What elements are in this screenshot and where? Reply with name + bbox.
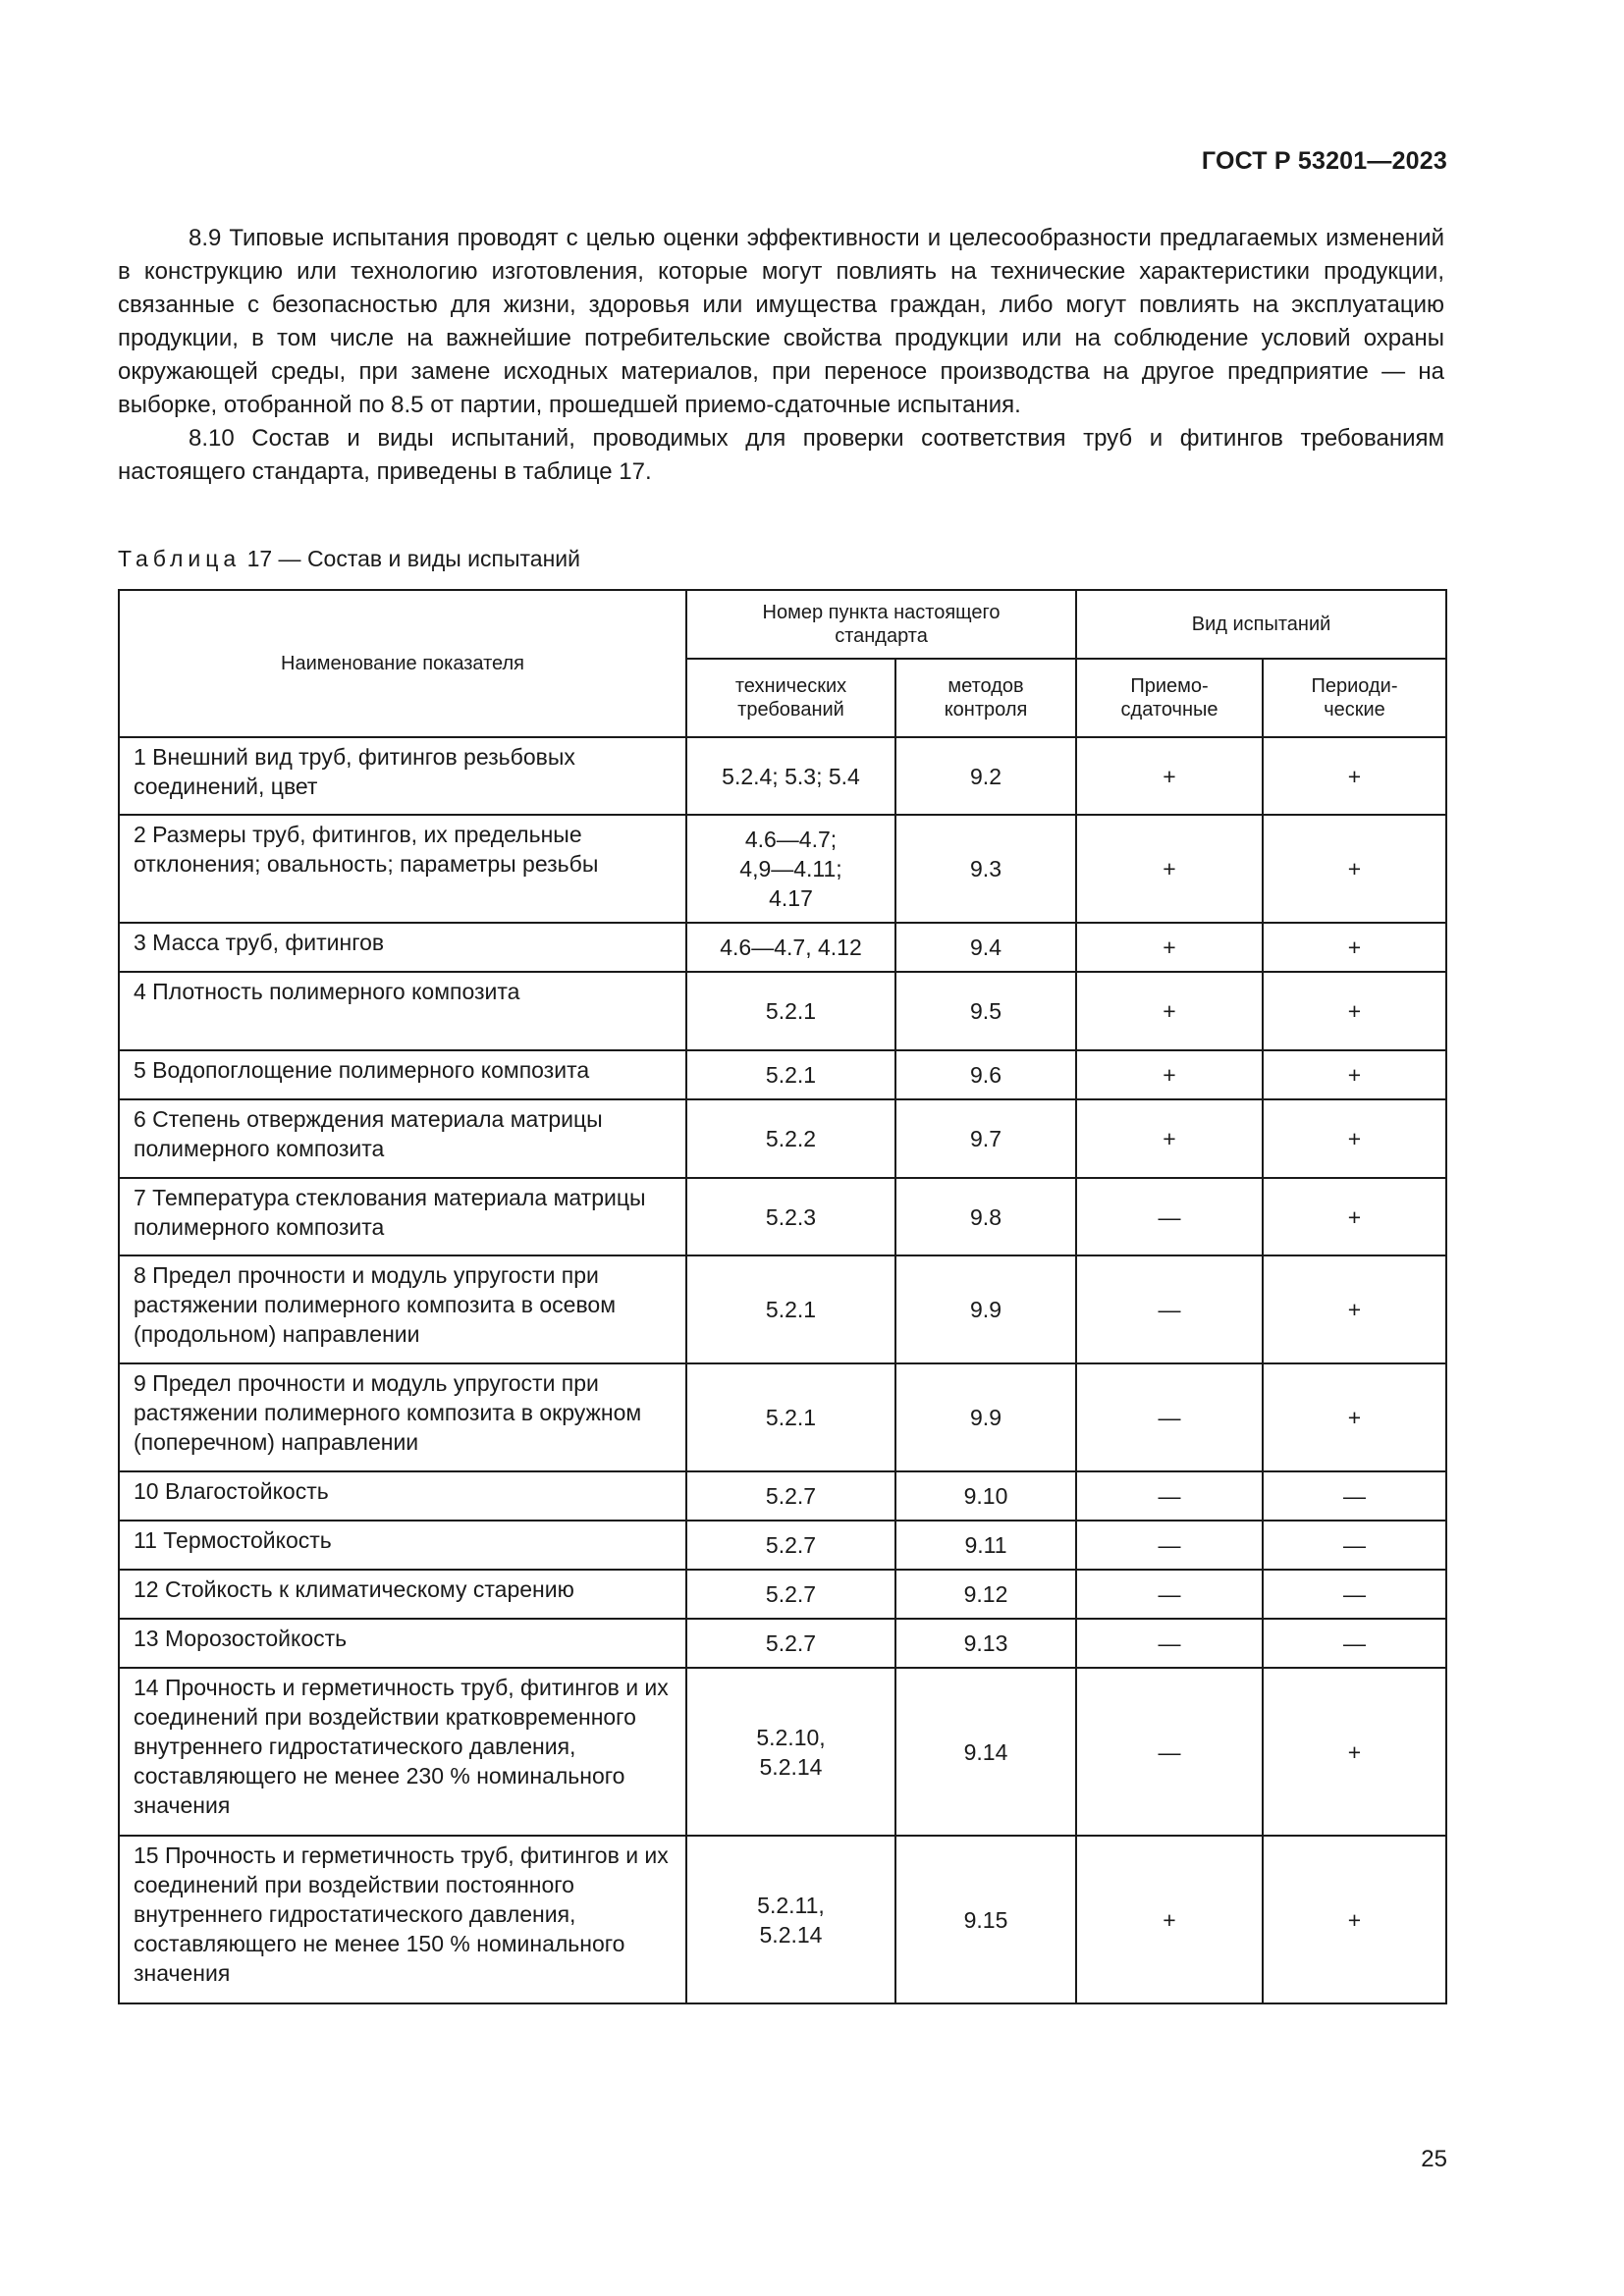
row-tech-req-cell: 5.2.3 bbox=[686, 1178, 895, 1255]
page-number: 25 bbox=[1421, 2146, 1447, 2172]
row-tech-req-cell: 5.2.2 bbox=[686, 1099, 895, 1178]
row-tech-req-cell: 5.2.1 bbox=[686, 1255, 895, 1363]
row-periodic-cell: — bbox=[1263, 1471, 1446, 1521]
document-code: ГОСТ Р 53201—2023 bbox=[1201, 147, 1447, 175]
row-acceptance-cell: — bbox=[1076, 1178, 1263, 1255]
row-name-cell: 6 Степень отверждения материала матрицы полимерного композита bbox=[119, 1099, 686, 1178]
header-test-group: Вид испытаний bbox=[1076, 590, 1446, 659]
row-name-cell: 7 Температура стеклования материала матрицы полимерного композита bbox=[119, 1178, 686, 1255]
body-text bbox=[118, 222, 1444, 489]
row-acceptance-cell: — bbox=[1076, 1570, 1263, 1619]
row-tech-req-cell: 4.6—4.7, 4.12 bbox=[686, 923, 895, 972]
header-name: Наименование показателя bbox=[119, 590, 686, 737]
row-acceptance-cell: — bbox=[1076, 1521, 1263, 1570]
row-tech-req-cell: 5.2.1 bbox=[686, 972, 895, 1050]
row-periodic-cell: — bbox=[1263, 1521, 1446, 1570]
table-caption-label: Таблица bbox=[118, 546, 242, 571]
tests-table bbox=[118, 589, 1447, 2004]
row-periodic-cell: + bbox=[1263, 815, 1446, 923]
table-row bbox=[119, 1050, 1446, 1099]
table-row bbox=[119, 1255, 1446, 1363]
table-row bbox=[119, 1099, 1446, 1178]
row-name-cell: 1 Внешний вид труб, фитингов резьбовых соединений, цвет bbox=[119, 737, 686, 815]
row-tech-req-cell: 5.2.11, 5.2.14 bbox=[686, 1836, 895, 2003]
row-tech-req-cell: 5.2.7 bbox=[686, 1471, 895, 1521]
row-method-cell: 9.6 bbox=[895, 1050, 1076, 1099]
row-tech-req-cell: 5.2.7 bbox=[686, 1521, 895, 1570]
row-method-cell: 9.4 bbox=[895, 923, 1076, 972]
row-name-cell: 2 Размеры труб, фитингов, их предельные отклонения; овальность; параметры резьбы bbox=[119, 815, 686, 923]
row-acceptance-cell: + bbox=[1076, 737, 1263, 815]
row-tech-req-cell: 5.2.1 bbox=[686, 1363, 895, 1471]
row-periodic-cell: + bbox=[1263, 1099, 1446, 1178]
table-row bbox=[119, 1570, 1446, 1619]
paragraph-8-10: 8.10 Состав и виды испытаний, проводимых для проверки соответствия труб и фитингов требованиям настоящего стандарта, приведены в таблице 17. bbox=[118, 425, 1444, 485]
row-name-cell: 12 Стойкость к климатическому старению bbox=[119, 1570, 686, 1619]
header-clause-group: Номер пункта настоящего стандарта bbox=[686, 590, 1076, 659]
row-name-cell: 3 Масса труб, фитингов bbox=[119, 923, 686, 972]
row-tech-req-cell: 5.2.1 bbox=[686, 1050, 895, 1099]
table-row bbox=[119, 737, 1446, 815]
table-row bbox=[119, 923, 1446, 972]
row-periodic-cell: + bbox=[1263, 1668, 1446, 1836]
row-acceptance-cell: + bbox=[1076, 1836, 1263, 2003]
table-row bbox=[119, 1363, 1446, 1471]
table-row bbox=[119, 1471, 1446, 1521]
row-method-cell: 9.5 bbox=[895, 972, 1076, 1050]
row-name-cell: 13 Морозостойкость bbox=[119, 1619, 686, 1668]
row-acceptance-cell: — bbox=[1076, 1363, 1263, 1471]
row-method-cell: 9.7 bbox=[895, 1099, 1076, 1178]
table-row bbox=[119, 1668, 1446, 1836]
header-methods: методов контроля bbox=[895, 659, 1076, 737]
row-name-cell: 11 Термостойкость bbox=[119, 1521, 686, 1570]
row-name-cell: 4 Плотность полимерного композита bbox=[119, 972, 686, 1050]
row-acceptance-cell: — bbox=[1076, 1471, 1263, 1521]
header-acceptance: Приемо-сдаточные bbox=[1076, 659, 1263, 737]
row-method-cell: 9.3 bbox=[895, 815, 1076, 923]
row-periodic-cell: + bbox=[1263, 1050, 1446, 1099]
row-method-cell: 9.8 bbox=[895, 1178, 1076, 1255]
row-method-cell: 9.14 bbox=[895, 1668, 1076, 1836]
row-tech-req-cell: 5.2.4; 5.3; 5.4 bbox=[686, 737, 895, 815]
row-acceptance-cell: — bbox=[1076, 1668, 1263, 1836]
row-name-cell: 10 Влагостойкость bbox=[119, 1471, 686, 1521]
row-acceptance-cell: + bbox=[1076, 923, 1263, 972]
table-row bbox=[119, 815, 1446, 923]
row-acceptance-cell: — bbox=[1076, 1255, 1263, 1363]
row-tech-req-cell: 5.2.7 bbox=[686, 1570, 895, 1619]
row-method-cell: 9.12 bbox=[895, 1570, 1076, 1619]
row-name-cell: 14 Прочность и герметичность труб, фитингов и их соединений при воздействии кратковременного внутреннего гидростатического давления, составляющего не менее 230 % номинального значения bbox=[119, 1668, 686, 1836]
table-row bbox=[119, 1521, 1446, 1570]
table-body bbox=[119, 737, 1446, 2003]
row-name-cell: 15 Прочность и герметичность труб, фитингов и их соединений при воздействии постоянного внутреннего гидростатического давления, составляющего не менее 150 % номинального значения bbox=[119, 1836, 686, 2003]
row-acceptance-cell: + bbox=[1076, 972, 1263, 1050]
table-row bbox=[119, 1619, 1446, 1668]
table-row bbox=[119, 1836, 1446, 2003]
row-method-cell: 9.2 bbox=[895, 737, 1076, 815]
row-method-cell: 9.15 bbox=[895, 1836, 1076, 2003]
row-periodic-cell: + bbox=[1263, 972, 1446, 1050]
table-caption-text: 17 — Состав и виды испытаний bbox=[246, 546, 580, 571]
row-acceptance-cell: — bbox=[1076, 1619, 1263, 1668]
table-caption bbox=[118, 546, 580, 572]
table-row bbox=[119, 972, 1446, 1050]
row-name-cell: 8 Предел прочности и модуль упругости при растяжении полимерного композита в осевом (продольном) направлении bbox=[119, 1255, 686, 1363]
row-tech-req-cell: 4.6—4.7; 4,9—4.11; 4.17 bbox=[686, 815, 895, 923]
row-acceptance-cell: + bbox=[1076, 1050, 1263, 1099]
row-acceptance-cell: + bbox=[1076, 815, 1263, 923]
row-periodic-cell: + bbox=[1263, 1255, 1446, 1363]
table-row bbox=[119, 1178, 1446, 1255]
paragraph-8-9: 8.9 Типовые испытания проводят с целью оценки эффективности и целесообразности предлагаемых изменений в конструкцию или технологию изготовления, которые могут повлиять на технические характеристики продукции, связанные с безопасностью для жизни, здоровья или имущества граждан, либо могут повлиять на эксплуатацию продукции, в том числе на важнейшие потребительские свойства продукции или на соблюдение условий охраны окружающей среды, при замене исходных материалов, при переносе производства на другое предприятие — на выборке, отобранной по 8.5 от партии, прошедшей приемо-сдаточные испытания. bbox=[118, 225, 1444, 418]
row-method-cell: 9.9 bbox=[895, 1255, 1076, 1363]
row-acceptance-cell: + bbox=[1076, 1099, 1263, 1178]
row-periodic-cell: + bbox=[1263, 1178, 1446, 1255]
row-periodic-cell: — bbox=[1263, 1570, 1446, 1619]
row-periodic-cell: + bbox=[1263, 737, 1446, 815]
header-periodic: Периоди-ческие bbox=[1263, 659, 1446, 737]
row-name-cell: 5 Водопоглощение полимерного композита bbox=[119, 1050, 686, 1099]
header-tech-req: технических требований bbox=[686, 659, 895, 737]
row-tech-req-cell: 5.2.7 bbox=[686, 1619, 895, 1668]
row-periodic-cell: + bbox=[1263, 923, 1446, 972]
row-method-cell: 9.9 bbox=[895, 1363, 1076, 1471]
row-periodic-cell: + bbox=[1263, 1836, 1446, 2003]
row-method-cell: 9.10 bbox=[895, 1471, 1076, 1521]
row-method-cell: 9.11 bbox=[895, 1521, 1076, 1570]
row-method-cell: 9.13 bbox=[895, 1619, 1076, 1668]
row-periodic-cell: — bbox=[1263, 1619, 1446, 1668]
row-name-cell: 9 Предел прочности и модуль упругости при растяжении полимерного композита в окружном (поперечном) направлении bbox=[119, 1363, 686, 1471]
row-tech-req-cell: 5.2.10, 5.2.14 bbox=[686, 1668, 895, 1836]
row-periodic-cell: + bbox=[1263, 1363, 1446, 1471]
